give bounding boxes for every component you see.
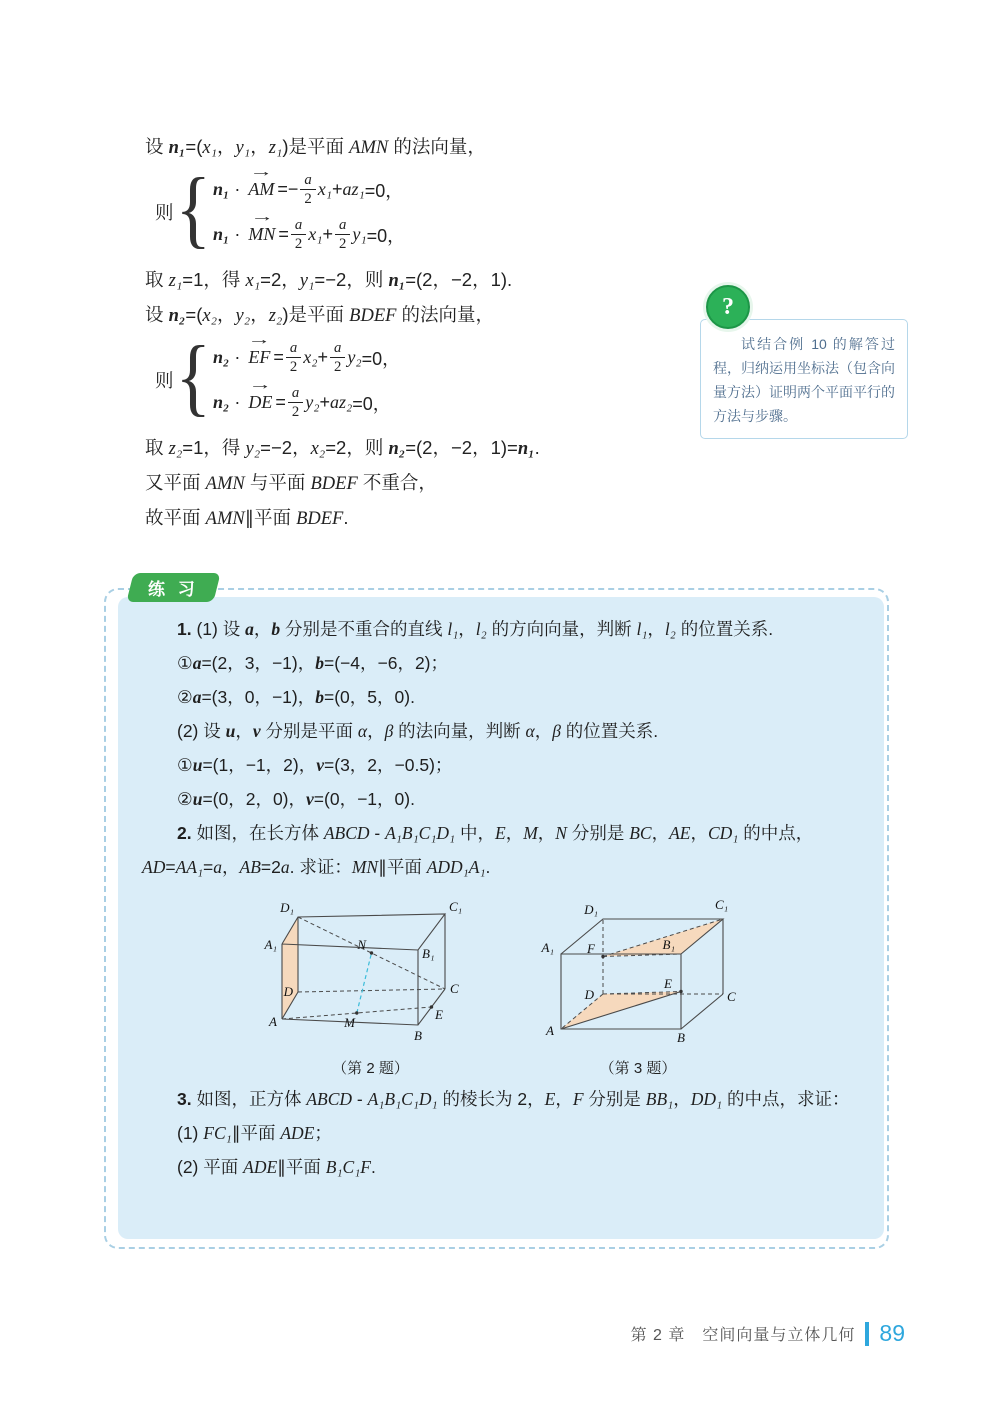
figure-caption: （第 3 题） [599, 1060, 677, 1077]
problem-3-part-1: (1) FC₁∥平面 ADE； [177, 1123, 332, 1143]
brace-icon: { [175, 328, 212, 426]
point-E [429, 1005, 432, 1008]
cuboid-edges [282, 914, 445, 1025]
solution-line-6: 故平面 AMN∥平面 BDEF. [145, 507, 349, 529]
problem-1-item-3: ①u=(1，−1，2)，v=(3，2，−0.5)； [177, 755, 453, 775]
note-box [700, 319, 908, 439]
point-F [601, 955, 604, 958]
solution-line-2: 取 z₁=1，得 x₁=2，y₁=−2，则 n₁=(2，−2，1). [145, 269, 513, 291]
shaded-face-ADD1A1 [282, 917, 298, 1019]
chapter-title: 第 2 章 空间向量与立体几何 [630, 1327, 856, 1344]
solution-line-3: 设 n₂=(x₂，y₂，z₂)是平面 BDEF 的法向量， [145, 304, 495, 326]
practice-section [118, 580, 884, 1239]
equation-system-2 [155, 328, 745, 426]
practice-label [126, 573, 220, 602]
point-label-N: N [356, 937, 366, 952]
vertex-label-C1: C₁ [448, 899, 462, 914]
point-label-M: M [343, 1015, 355, 1030]
solution-line-1: 设 n₁=(x₁，y₁，z₁)是平面 AMN 的法向量， [145, 136, 486, 158]
point-M [355, 1011, 358, 1014]
page-number: 89 [879, 1320, 905, 1346]
vertex-label-B: B [413, 1028, 422, 1043]
problem-3-text: 3. 如图，正方体 ABCD - A₁B₁C₁D₁ 的棱长为 2，E，F 分别是 BB₁，DD₁ 的中点，求证： [177, 1089, 850, 1109]
margin-note [700, 285, 908, 439]
point-N [369, 951, 372, 954]
solution-line-4: 取 z₂=1，得 y₂=−2，x₂=2，则 n₂=(2，−2，1)=n₁. [145, 437, 540, 459]
figure-caption: （第 2 题） [332, 1060, 409, 1077]
vertex-label-B: B [676, 1030, 685, 1045]
point-label-E: E [434, 1007, 443, 1022]
problem-1-part-2: (2) 设 u，v 分别是平面 α，β 的法向量，判断 α，β 的位置关系. [177, 721, 659, 741]
problem-1-intro: 1. (1) 设 a，b 分别是不重合的直线 l₁，l₂ 的方向向量，判断 l₁，l₂ 的位置关系. [177, 619, 774, 639]
vertex-label-C: C [449, 981, 459, 996]
figure-problem-3 [536, 892, 741, 1078]
problem-1-item-4: ②u=(0，2，0)，v=(0，−1，0). [177, 789, 415, 809]
note-text: 试结合例 10 的解答过程，归纳运用坐标法（包含向量方法）证明两个平面平行的方法与步骤。 [713, 336, 895, 424]
vertex-label-A: A [545, 1023, 554, 1038]
vertex-label-A: A [268, 1014, 277, 1029]
equation: n₂ · EF → = $\frac{a}{2}$ x₂ + $\frac{a}{2}$ y₂ =0， [213, 335, 400, 380]
segment-MN [356, 953, 371, 1013]
figures-row [142, 892, 854, 1078]
vertex-label-C1: C₁ [714, 897, 728, 912]
practice-label-text: 练 习 [148, 580, 199, 599]
vertex-label-D1: D₁ [279, 900, 294, 915]
question-mark-glyph: ? [722, 293, 734, 320]
figure-problem-2 [256, 892, 486, 1078]
vertex-label-B1: B₁ [662, 937, 675, 952]
vertex-label-D: D [283, 984, 293, 999]
cuboid-diagram-problem2 [256, 892, 486, 1048]
vertex-label-D: D [584, 987, 594, 1002]
practice-panel [118, 597, 884, 1239]
problem-2-text: 2. 如图，在长方体 ABCD - A₁B₁C₁D₁ 中，E，M，N 分别是 BC，AE，CD₁ 的中点，AD=AA₁=a，AB=2a. 求证：MN∥平面 ADD₁A₁. [142, 823, 814, 877]
vertex-label-D1: D₁ [583, 902, 598, 917]
solution-section [145, 130, 745, 536]
point-E [679, 990, 682, 993]
system-label: 则 [155, 370, 174, 391]
equation: n₁ · MN → = $\frac{a}{2}$ x₁ + $\frac{a}{2}$ y₁ =0， [213, 212, 405, 257]
point-label-E: E [663, 976, 672, 991]
problem-1-item-2: ②a=(3，0，−1)，b=(0，5，0). [177, 687, 415, 707]
page-footer [631, 1320, 905, 1347]
vertex-label-A1: A₁ [264, 937, 277, 952]
cube-diagram-problem3 [536, 892, 741, 1048]
vertex-label-B1: B₁ [421, 946, 434, 961]
point-label-F: F [586, 941, 595, 956]
brace-icon: { [175, 160, 212, 258]
solution-line-5: 又平面 AMN 与平面 BDEF 不重合， [145, 472, 437, 494]
equation: n₁ · AM → =− $\frac{a}{2}$ x₁ + az₁ =0， [213, 167, 405, 212]
vertex-label-A1: A₁ [541, 940, 554, 955]
equation: n₂ · DE → = $\frac{a}{2}$ y₂ + az₂ =0， [213, 380, 400, 425]
footer-divider [865, 1322, 869, 1346]
problem-1-item-1: ①a=(2，3，−1)，b=(−4，−6，2)； [177, 653, 449, 673]
equation-system-1 [155, 160, 745, 258]
problem-3-part-2: (2) 平面 ADE∥平面 B₁C₁F. [177, 1157, 376, 1177]
system-label: 则 [155, 202, 174, 223]
question-mark-icon [706, 285, 750, 329]
vertex-label-C: C [726, 989, 736, 1004]
hidden-and-construction-lines [282, 917, 445, 1019]
